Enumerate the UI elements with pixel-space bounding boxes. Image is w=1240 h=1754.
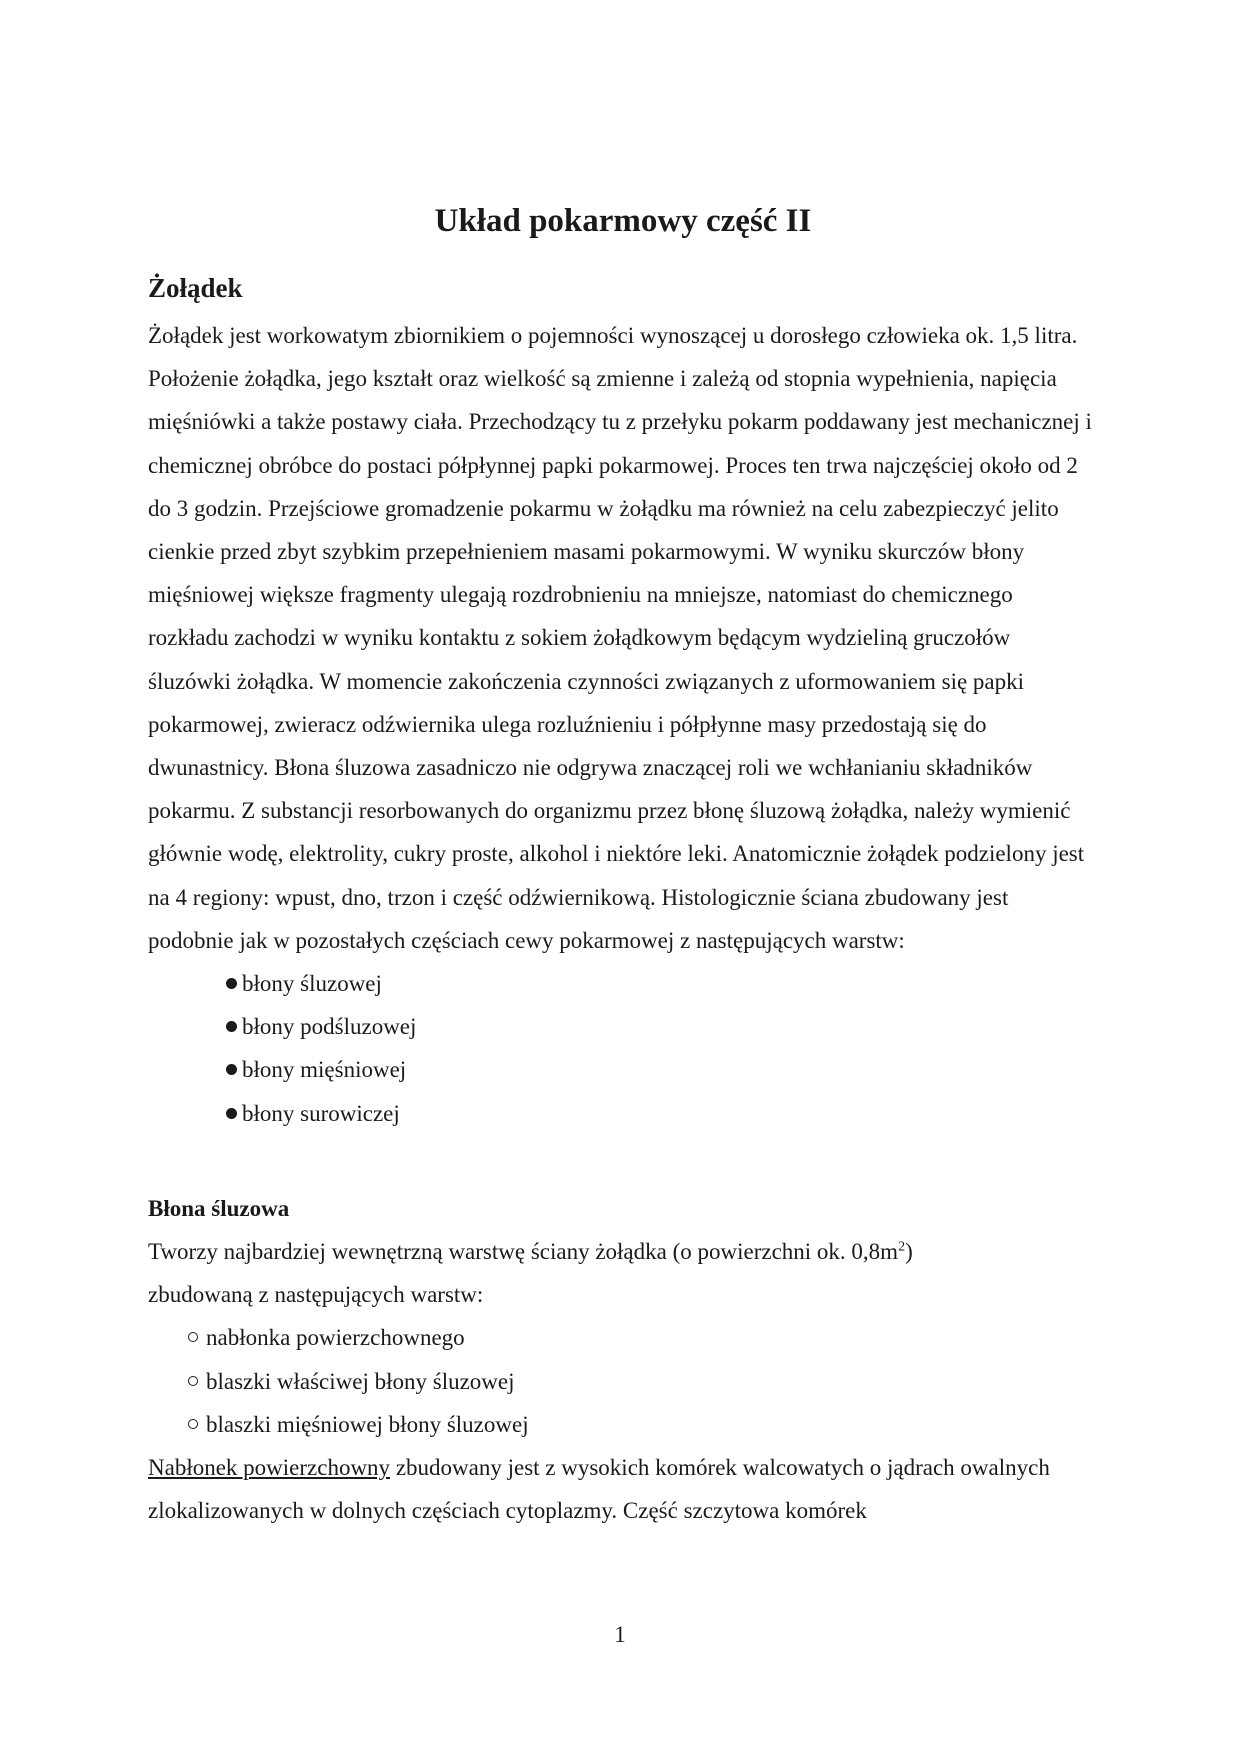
section-intro-blona-sluzowa [148,1230,1098,1316]
intro-text: Tworzy najbardziej wewnętrzną warstwę ściany żołądka (o powierzchni ok. 0,8m [148,1239,899,1265]
list-item [148,1005,1098,1048]
list-item-label: błony śluzowej [242,971,382,997]
paragraph-text: zbudowany jest z wysokich komórek walcowatych o jądrach owalnych zlokalizowanych w dolnych częściach cytoplazmy. Część szczytowa komórek [148,1455,1050,1524]
list-item [148,1048,1098,1091]
page-number: 1 [614,1622,626,1647]
intro-line2: zbudowaną z następujących warstw: [148,1282,484,1308]
superscript-exponent: 2 [898,1239,906,1255]
list-item [148,1403,1098,1446]
circle-bullet-icon [188,1419,198,1429]
list-item-label: błony podśluzowej [242,1014,417,1040]
page-content [148,196,1098,1532]
list-item-label: błony mięśniowej [242,1057,407,1083]
paragraph-nablonek [148,1446,1098,1532]
underlined-term: Nabłonek powierzchowny [148,1455,391,1481]
list-item [148,1316,1098,1359]
layers-list [148,962,1098,1135]
list-item-label: blaszki mięśniowej błony śluzowej [206,1411,529,1437]
sublayers-list [148,1316,1098,1446]
list-item [148,1360,1098,1403]
section-heading-zoladek: Żołądek [148,273,243,303]
circle-bullet-icon [188,1376,198,1386]
bullet-icon [226,1108,237,1119]
list-item-label: blaszki właściwej błony śluzowej [206,1368,515,1394]
list-item-label: nabłonka powierzchownego [206,1325,465,1351]
list-item-label: błony surowiczej [242,1100,400,1126]
list-item [148,962,1098,1005]
intro-closing: ) [905,1239,913,1265]
section-heading-blona-sluzowa: Błona śluzowa [148,1195,290,1221]
section-paragraph-zoladek: Żołądek jest workowatym zbiornikiem o pojemności wynoszącej u dorosłego człowieka ok. 1,5 litra. Położenie żołądka, jego kształt oraz wielkość są zmienne i zależą od stopnia wypełnienia, napięcia mięśniówki a także postawy ciała. Przechodzący tu z przełyku pokarm poddawany jest mechanicznej i chemicznej obróbce do postaci półpłynnej papki pokarmowej. Proces ten trwa najczęściej około od 2 do 3 godzin. Przejściowe gromadzenie pokarmu w żołądku ma również na celu zabezpieczyć jelito cienkie przed zbyt szybkim przepełnieniem masami pokarmowymi. W wyniku skurczów błony mięśniowej większe fragmenty ulegają rozdrobnieniu na mniejsze, natomiast do chemicznego rozkładu zachodzi w wyniku kontaktu z sokiem żołądkowym będącym wydzieliną gruczołów śluzówki żołądka. W momencie zakończenia czynności związanych z uformowaniem się papki pokarmowej, zwieracz odźwiernika ulega rozluźnieniu i półpłynne masy przedostają się do dwunastnicy. Błona śluzowa zasadniczo nie odgrywa znaczącej roli we wchłanianiu składników pokarmu. Z substancji resorbowanych do organizmu przez błonę śluzową żołądka, należy wymienić głównie wodę, elektrolity, cukry proste, alkohol i niektóre leki. Anatomicznie żołądek podzielony jest na 4 regiony: wpust, dno, trzon i część odźwiernikową. Histologicznie ściana zbudowany jest podobnie jak w pozostałych częściach cewy pokarmowej z następujących warstw: [148,323,1092,953]
bullet-icon [226,978,237,989]
list-item [148,1092,1098,1135]
document-title: Układ pokarmowy część II [434,203,812,239]
